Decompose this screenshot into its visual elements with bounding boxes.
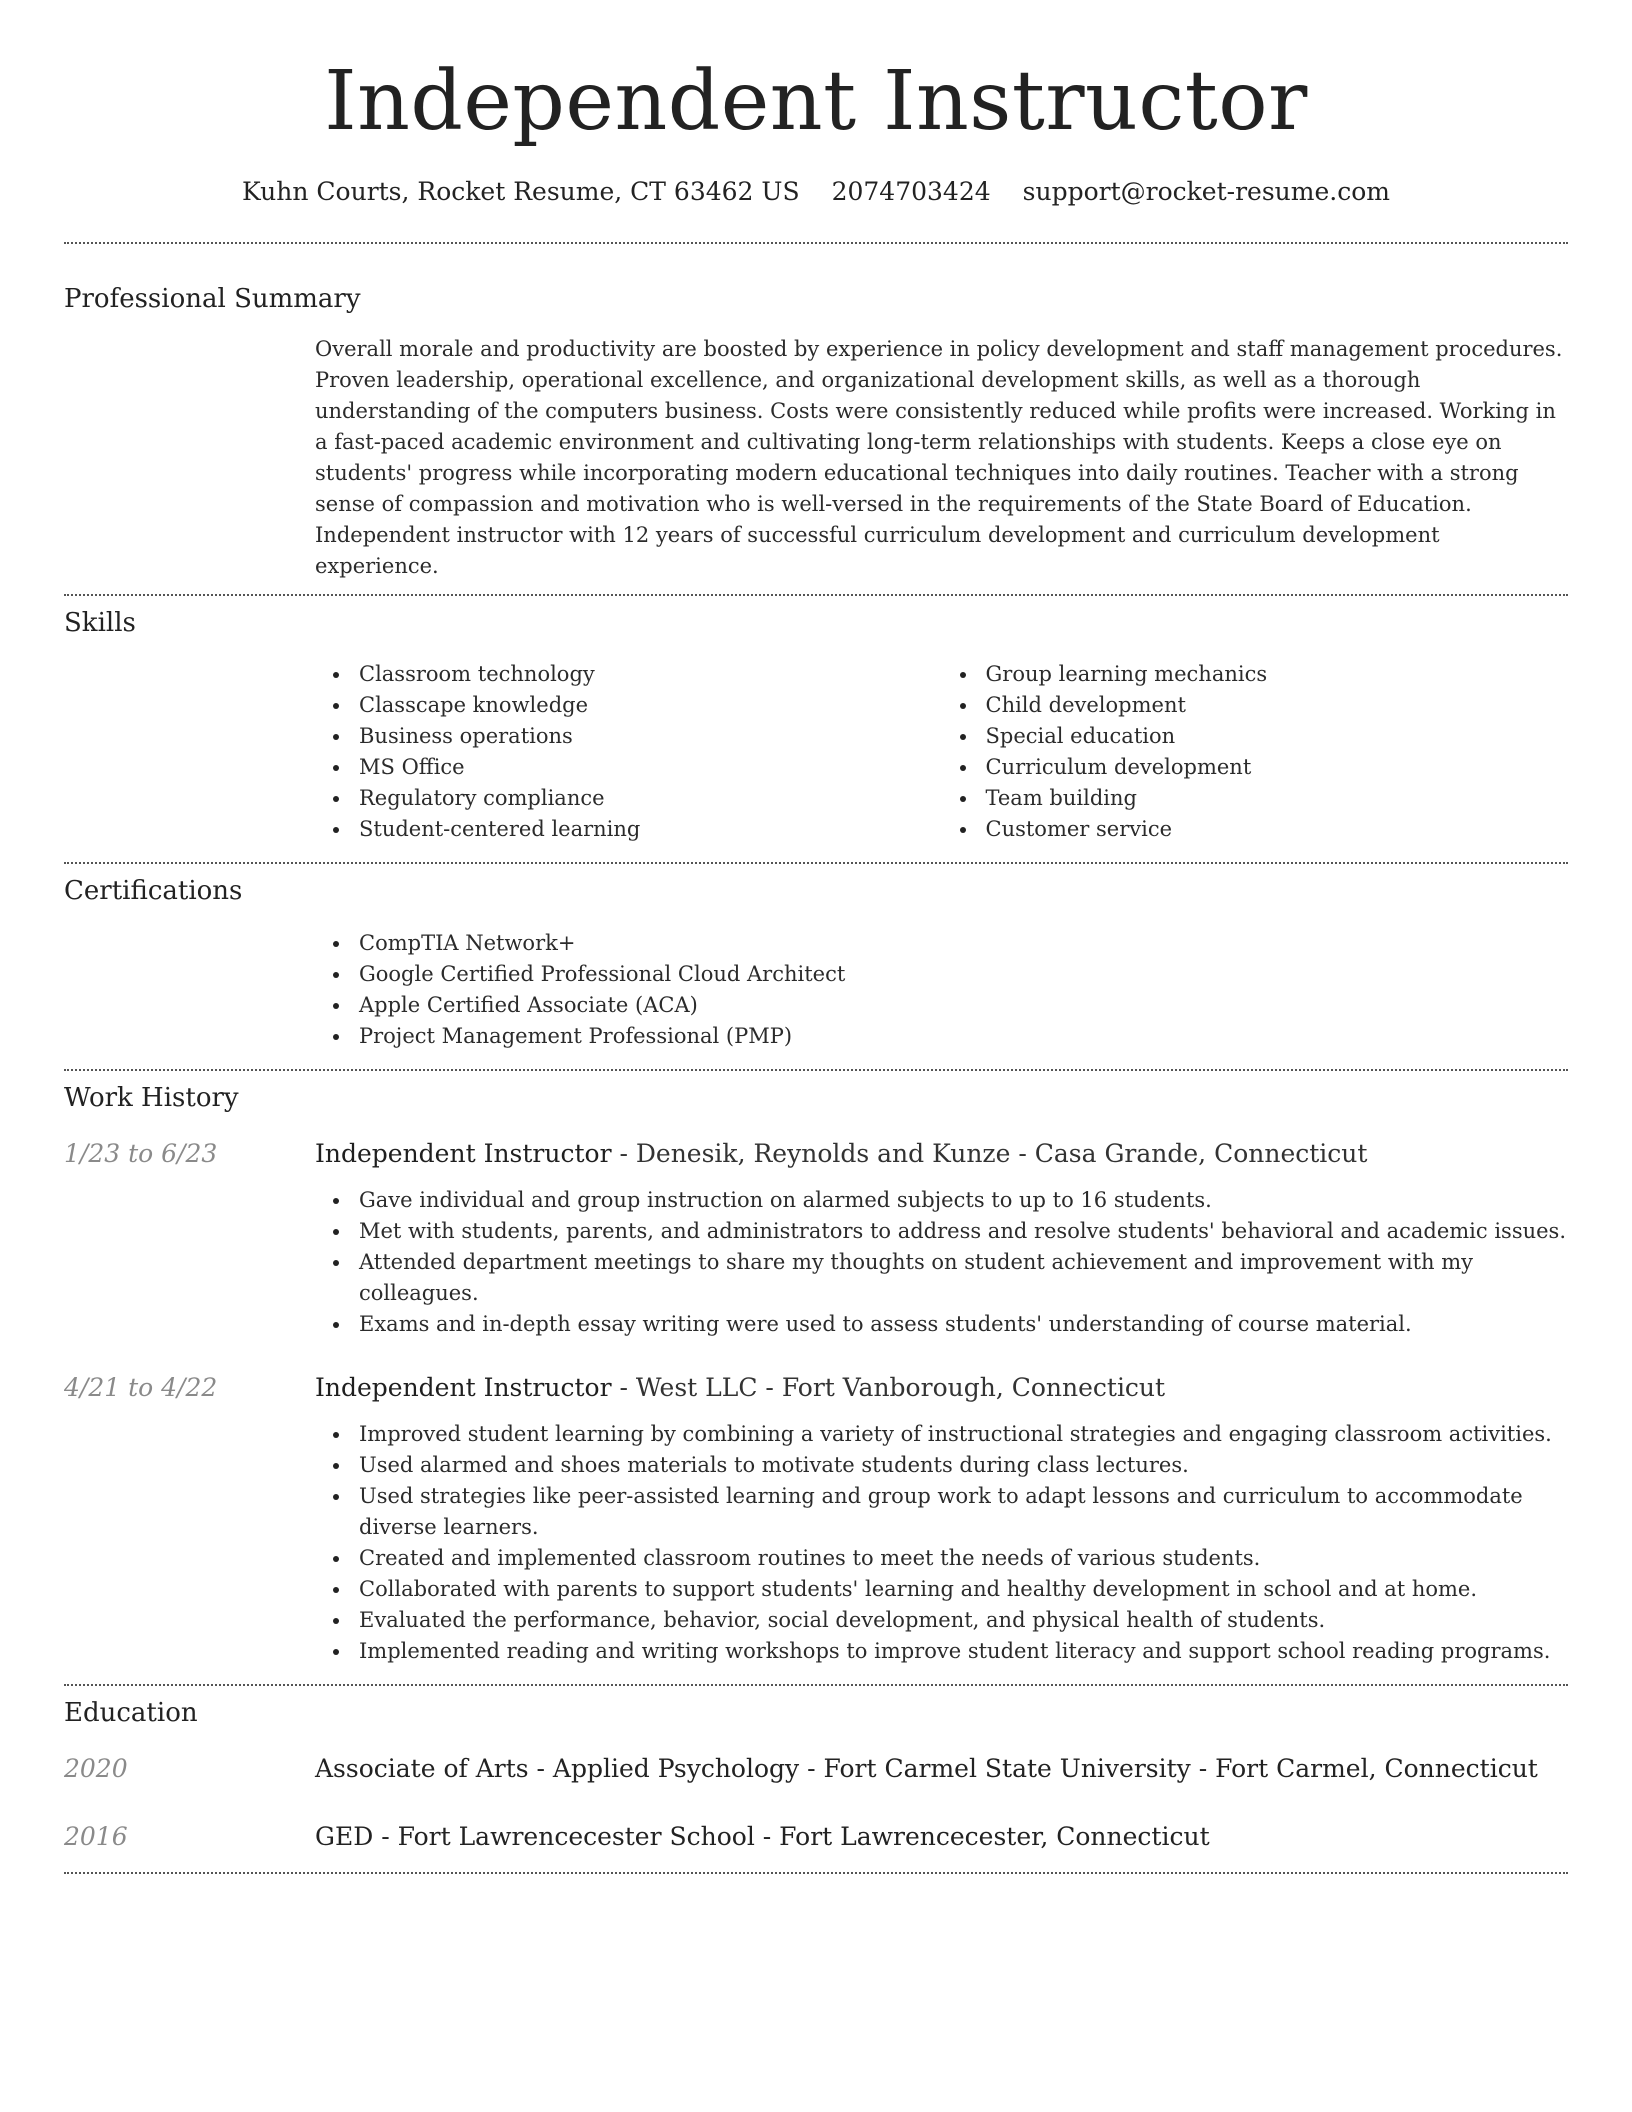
certification-item: CompTIA Network+ bbox=[359, 928, 1568, 959]
skill-item: Team building bbox=[986, 783, 1569, 814]
certification-item: Project Management Professional (PMP) bbox=[359, 1021, 1568, 1052]
work-history-section bbox=[64, 1071, 1568, 1667]
job-dates: 1/23 to 6/23 bbox=[64, 1139, 218, 1168]
job-bullet: Met with students, parents, and administrators to address and resolve students' behavioral and academic issues. bbox=[359, 1216, 1568, 1247]
work-history-heading: Work History bbox=[64, 1083, 239, 1113]
skill-item: MS Office bbox=[359, 752, 942, 783]
job-bullets bbox=[315, 1185, 1568, 1340]
summary-section bbox=[64, 244, 1568, 582]
job-bullet: Implemented reading and writing workshops to improve student literacy and support school reading programs. bbox=[359, 1636, 1568, 1667]
resume-page bbox=[64, 0, 1568, 1874]
skill-item: Curriculum development bbox=[986, 752, 1569, 783]
summary-heading: Professional Summary bbox=[64, 284, 361, 314]
education-text: GED - Fort Lawrencecester School - Fort Lawrencecester, Connecticut bbox=[315, 1822, 1210, 1851]
certifications-section bbox=[64, 864, 1568, 1052]
certifications-list bbox=[315, 928, 1568, 1052]
contact-address: Kuhn Courts, Rocket Resume, CT 63462 US bbox=[242, 177, 800, 206]
job-bullet: Created and implemented classroom routines to meet the needs of various students. bbox=[359, 1543, 1568, 1574]
job-role: Independent Instructor bbox=[315, 1373, 612, 1402]
job-dates: 4/21 to 4/22 bbox=[64, 1373, 218, 1402]
certification-item: Apple Certified Associate (ACA) bbox=[359, 990, 1568, 1021]
education-entry bbox=[64, 1820, 1568, 1854]
skills-heading: Skills bbox=[64, 608, 136, 638]
summary-text: Overall morale and productivity are boosted by experience in policy development and staff management procedures. Proven leadership, operational excellence, and organizational development skills, as well as a thorough understanding of the computers business. Costs were consistently reduced while profits were increased. Working in a fast-paced academic environment and cultivating long-term relationships with students. Keeps a close eye on students' progress while incorporating modern educational techniques into daily routines. Teacher with a strong sense of compassion and motivation who is well-versed in the requirements of the State Board of Education. Independent instructor with 12 years of successful curriculum development and curriculum development experience. bbox=[315, 337, 1563, 578]
education-year: 2016 bbox=[64, 1822, 128, 1851]
skills-section bbox=[64, 596, 1568, 845]
job-role: Independent Instructor bbox=[315, 1139, 612, 1168]
certification-item: Google Certified Professional Cloud Architect bbox=[359, 959, 1568, 990]
contact-email: support@rocket-resume.com bbox=[1022, 177, 1390, 206]
education-year: 2020 bbox=[64, 1754, 128, 1783]
job-bullet: Used alarmed and shoes materials to motivate students during class lectures. bbox=[359, 1450, 1568, 1481]
education-entry bbox=[64, 1752, 1568, 1786]
education-section bbox=[64, 1686, 1568, 1854]
job-bullets bbox=[315, 1419, 1568, 1667]
skills-list-right bbox=[942, 659, 1569, 845]
skill-item: Customer service bbox=[986, 814, 1569, 845]
job-bullet: Evaluated the performance, behavior, social development, and physical health of students. bbox=[359, 1605, 1568, 1636]
contact-line bbox=[64, 176, 1568, 208]
candidate-name: Independent Instructor bbox=[324, 54, 1308, 149]
job-details: - Denesik, Reynolds and Kunze - Casa Grande, Connecticut bbox=[611, 1139, 1368, 1168]
skill-item: Special education bbox=[986, 721, 1569, 752]
job-bullet: Exams and in-depth essay writing were used to assess students' understanding of course material. bbox=[359, 1309, 1568, 1340]
skill-item: Classcape knowledge bbox=[359, 690, 942, 721]
skill-item: Regulatory compliance bbox=[359, 783, 942, 814]
job-bullet: Attended department meetings to share my thoughts on student achievement and improvement with my colleagues. bbox=[359, 1247, 1568, 1309]
job-bullet: Used strategies like peer-assisted learning and group work to adapt lessons and curriculum to accommodate diverse learners. bbox=[359, 1481, 1568, 1543]
section-divider bbox=[64, 1872, 1568, 1874]
skill-item: Group learning mechanics bbox=[986, 659, 1569, 690]
job-entry bbox=[64, 1137, 1568, 1340]
skill-item: Classroom technology bbox=[359, 659, 942, 690]
job-bullet: Gave individual and group instruction on alarmed subjects to up to 16 students. bbox=[359, 1185, 1568, 1216]
job-bullet: Collaborated with parents to support students' learning and healthy development in school and at home. bbox=[359, 1574, 1568, 1605]
education-heading: Education bbox=[64, 1698, 198, 1728]
skill-item: Business operations bbox=[359, 721, 942, 752]
certifications-heading: Certifications bbox=[64, 876, 243, 906]
job-title-line bbox=[315, 1371, 1165, 1405]
education-text: Associate of Arts - Applied Psychology - Fort Carmel State University - Fort Carmel, Connecticut bbox=[315, 1754, 1538, 1783]
skill-item: Child development bbox=[986, 690, 1569, 721]
job-details: - West LLC - Fort Vanborough, Connecticut bbox=[611, 1373, 1166, 1402]
skill-item: Student-centered learning bbox=[359, 814, 942, 845]
contact-phone: 2074703424 bbox=[831, 177, 991, 206]
job-bullet: Improved student learning by combining a variety of instructional strategies and engaging classroom activities. bbox=[359, 1419, 1568, 1450]
job-title-line bbox=[315, 1137, 1367, 1171]
job-entry bbox=[64, 1371, 1568, 1667]
skills-list-left bbox=[315, 659, 942, 845]
